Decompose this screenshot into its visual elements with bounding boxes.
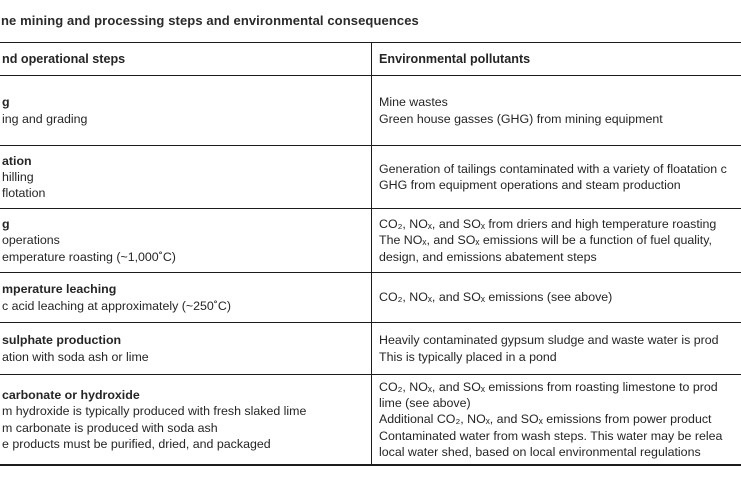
step-line: operations	[2, 233, 60, 248]
table-header-row	[0, 43, 741, 76]
table-row-flotation	[0, 146, 741, 209]
pollutants-cell	[372, 323, 741, 374]
pollutant-line: GHG from equipment operations and steam production	[379, 178, 681, 192]
pollutant-line: Heavily contaminated gypsum sludge and waste water is prod	[379, 333, 719, 348]
pollutants-cell	[372, 76, 741, 145]
step-cell	[0, 323, 372, 374]
step-cell	[0, 375, 372, 464]
step-line: ing and grading	[2, 111, 88, 126]
pollutant-line: CO₂, NOₓ, and SOₓ from driers and high temperature roasting	[379, 217, 717, 232]
step-heading: mperature leaching	[2, 282, 117, 297]
table-row-leaching	[0, 273, 741, 323]
table-row-mining	[0, 76, 741, 146]
pollutant-line: Generation of tailings contaminated with a variety of floatation c	[379, 161, 727, 176]
pollutant-line: CO₂, NOₓ, and SOₓ emissions (see above)	[379, 290, 613, 305]
table-row-roasting	[0, 209, 741, 273]
step-heading: g	[2, 95, 10, 110]
pollutants-cell	[372, 146, 741, 208]
step-line: ation with soda ash or lime	[2, 349, 149, 364]
step-line: c acid leaching at approximately (~250˚C)	[2, 298, 231, 313]
step-line: flotation	[2, 186, 46, 201]
step-line: hilling	[2, 169, 34, 184]
header-operational-steps-cell	[0, 43, 372, 75]
table-title: ne mining and processing steps and environmental consequences	[1, 13, 419, 28]
step-line: m carbonate is produced with soda ash	[2, 420, 218, 435]
pollutants-cell	[372, 375, 741, 464]
step-cell	[0, 209, 372, 272]
step-heading: ation	[2, 153, 32, 168]
step-cell	[0, 146, 372, 208]
table-row-sulphate-production	[0, 323, 741, 375]
step-cell	[0, 273, 372, 322]
pollutant-line: design, and emissions abatement steps	[379, 249, 597, 264]
header-environmental-pollutants-label: Environmental pollutants	[379, 51, 531, 66]
step-heading: sulphate production	[2, 333, 122, 348]
mining-steps-table	[0, 42, 741, 466]
step-line: e products must be purified, dried, and packaged	[2, 436, 271, 451]
pollutants-cell	[372, 209, 741, 272]
step-heading: g	[2, 217, 10, 232]
header-operational-steps-label: nd operational steps	[2, 51, 126, 66]
pollutant-line: local water shed, based on local environmental regulations	[379, 444, 701, 459]
pollutant-line: Mine wastes	[379, 95, 448, 110]
step-line: emperature roasting (~1,000˚C)	[2, 249, 176, 264]
pollutant-line: Additional CO₂, NOₓ, and SOₓ emissions from power product	[379, 412, 712, 427]
pollutant-line: The NOₓ, and SOₓ emissions will be a function of fuel quality,	[379, 233, 712, 248]
pollutants-cell	[372, 273, 741, 322]
step-heading: carbonate or hydroxide	[2, 388, 140, 403]
step-line: m hydroxide is typically produced with fresh slaked lime	[2, 404, 307, 419]
header-environmental-pollutants-cell	[372, 43, 741, 75]
pollutant-line: Green house gasses (GHG) from mining equipment	[379, 111, 663, 126]
table-row-carbonate-hydroxide	[0, 375, 741, 464]
step-cell	[0, 76, 372, 145]
pollutant-line: Contaminated water from wash steps. This water may be relea	[379, 428, 723, 443]
pollutant-line: lime (see above)	[379, 396, 471, 411]
pollutant-line: This is typically placed in a pond	[379, 349, 557, 364]
pollutant-line: CO₂, NOₓ, and SOₓ emissions from roasting limestone to prod	[379, 380, 718, 394]
